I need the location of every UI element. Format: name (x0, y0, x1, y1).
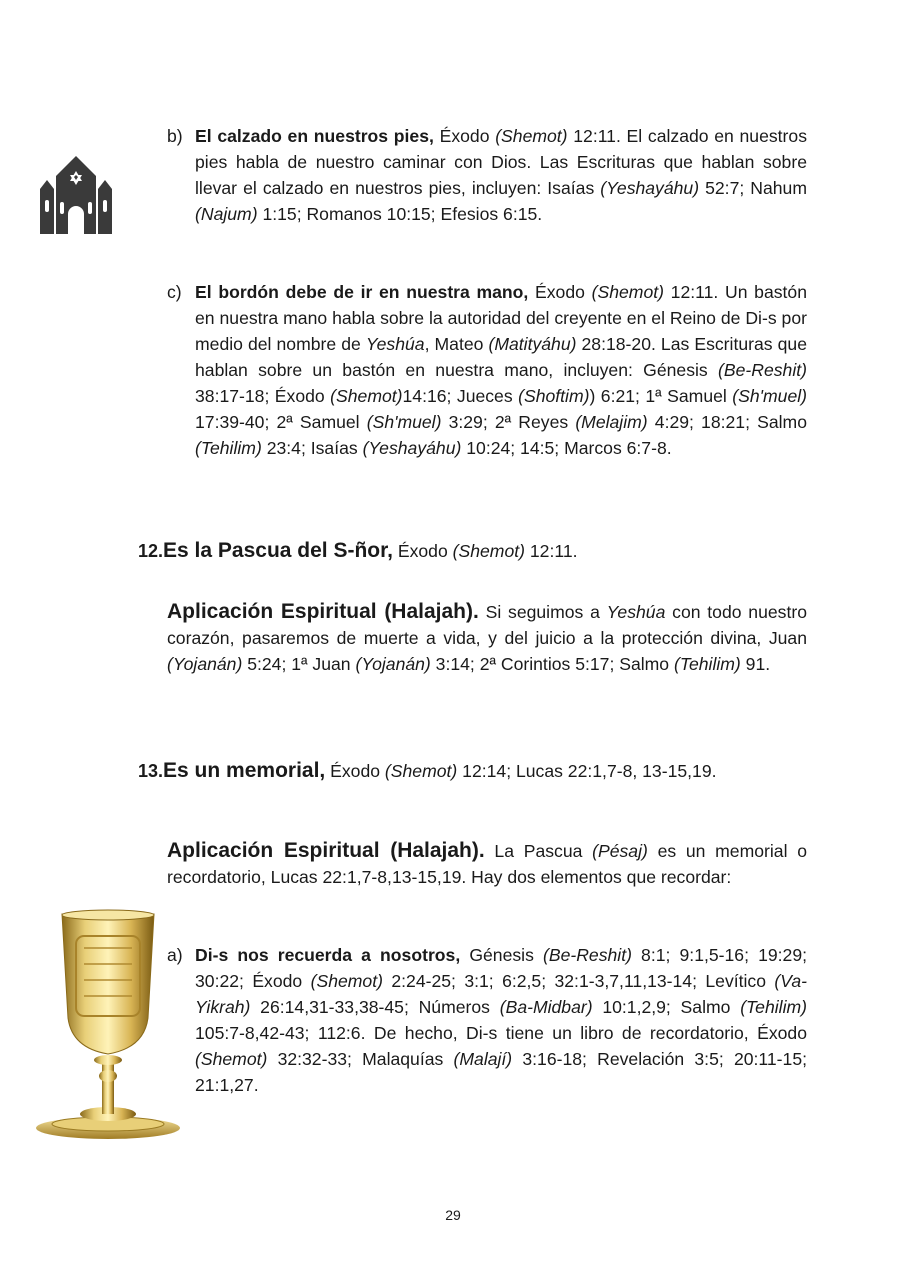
section-heading: Es la Pascua del S-ñor, (163, 539, 393, 562)
item-heading: Di-s nos recuerda a nosotros, (195, 945, 461, 965)
item-label: a) (167, 945, 183, 965)
section-13: 13.Es un memorial, Éxodo (Shemot) 12:14; Lucas 22:1,7-8, 13-15,19. (138, 759, 717, 782)
item-label: c) (167, 282, 182, 302)
list-item-a (167, 942, 807, 1098)
section-number: 12. (138, 541, 164, 561)
section-number: 13. (138, 761, 164, 781)
application-13: Aplicación Espiritual (Halajah). La Pascua (Pésaj) es un memorial o recordatorio, Lucas 22:1,7-8,13-15,19. Hay dos elementos que recordar: (167, 839, 807, 887)
page-number: 29 (445, 1207, 461, 1223)
synagogue-icon (36, 156, 116, 241)
application-heading: Aplicación Espiritual (Halajah). (167, 839, 485, 862)
item-heading: El calzado en nuestros pies, (195, 126, 434, 146)
application-heading: Aplicación Espiritual (Halajah). (167, 600, 479, 623)
item-text: Di-s nos recuerda a nosotros, Génesis (Be-Reshit) 8:1; 9:1,5-16; 19:29; 30:22; Éxodo (Shemot) 2:24-25; 3:1; 6:2,5; 32:1-3,7,11,13-14; Levítico (Va-Yikrah) 26:14,31-33,38-45; Números (Ba-Midbar) 10:1,2,9; Salmo (Tehilim) 105:7-8,42-43; 112:6. De hecho, Di-s tiene un libro de recordatorio, Éxodo (Shemot) 32:32-33; Malaquías (Malají) 3:16-18; Revelación 3:5; 20:11-15; 21:1,27. (195, 945, 808, 1095)
section-heading: Es un memorial, (163, 759, 326, 782)
item-text: El bordón debe de ir en nuestra mano, Éxodo (Shemot) 12:11. Un bastón en nuestra mano habla sobre la autoridad del creyente en el Reino de Di-s por medio del nombre de Yeshúa, Mateo (Matityáhu) 28:18-20. Las Escrituras que hablan sobre un bastón en nuestra mano, incluyen: Génesis (Be-Reshit) 38:17-18; Éxodo (Shemot)14:16; Jueces (Shoftim)) 6:21; 1ª Samuel (Sh'muel) 17:39-40; 2ª Samuel (Sh'muel) 3:29; 2ª Reyes (Melajim) 4:29; 18:21; Salmo (Tehilim) 23:4; Isaías (Yeshayáhu) 10:24; 14:5; Marcos 6:7-8. (195, 282, 808, 458)
item-heading: El bordón debe de ir en nuestra mano, (195, 282, 529, 302)
application-12: Aplicación Espiritual (Halajah). Si seguimos a Yeshúa con todo nuestro corazón, pasaremos de muerte a vida, y del juicio a la protección divina, Juan (Yojanán) 5:24; 1ª Juan (Yojanán) 3:14; 2ª Corintios 5:17; Salmo (Tehilim) 91. (167, 600, 807, 674)
section-12: 12.Es la Pascua del S-ñor, Éxodo (Shemot) 12:11. (138, 539, 578, 562)
kiddush-cup-image (34, 908, 184, 1148)
list-item-b (167, 123, 807, 227)
list-item-c (167, 279, 807, 461)
item-label: b) (167, 126, 183, 146)
item-text: El calzado en nuestros pies, Éxodo (Shemot) 12:11. El calzado en nuestros pies habla de nuestro caminar con Dios. Las Escrituras que hablan sobre llevar el calzado en nuestros pies, incluyen: Isaías (Yeshayáhu) 52:7; Nahum (Najum) 1:15; Romanos 10:15; Efesios 6:15. (195, 126, 808, 224)
